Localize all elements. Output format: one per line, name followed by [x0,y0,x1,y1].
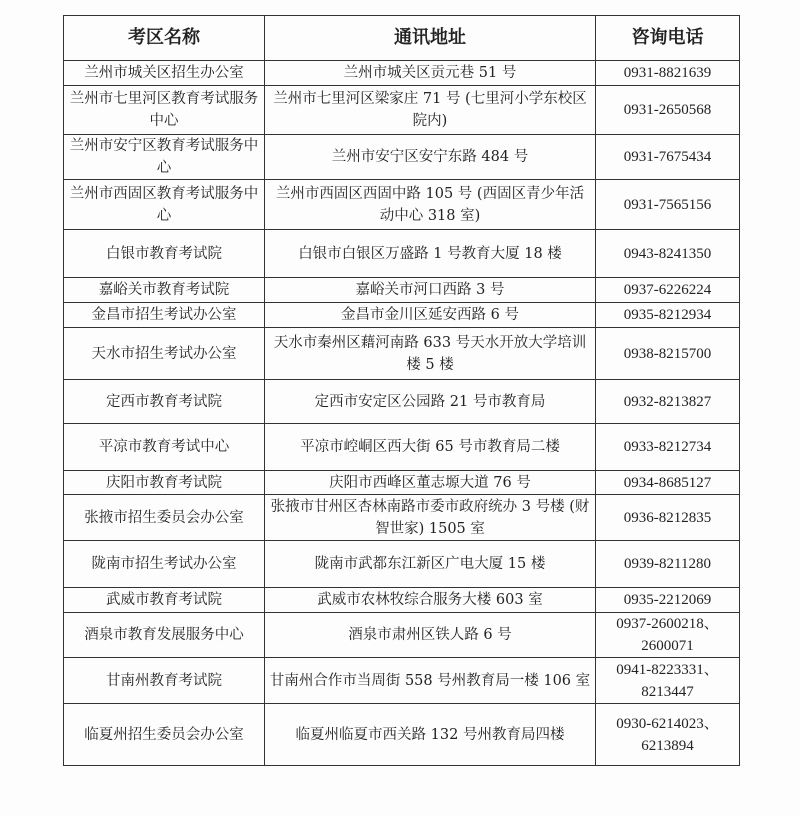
table-row [64,613,740,658]
phone-cell: 0937-2600218、2600071 [596,613,740,658]
phone-cell: 0934-8685127 [596,471,740,495]
table-row [64,658,740,704]
district-name-cell: 白银市教育考试院 [64,230,265,278]
address-cell: 酒泉市肃州区铁人路 6 号 [265,613,596,658]
address-cell: 嘉峪关市河口西路 3 号 [265,278,596,303]
district-name-cell: 兰州市城关区招生办公室 [64,61,265,86]
table-row [64,495,740,541]
table-row [64,380,740,424]
district-name-cell: 兰州市七里河区教育考试服务中心 [64,86,265,135]
address-cell: 武威市农林牧综合服务大楼 603 室 [265,588,596,613]
header-address: 通讯地址 [265,16,596,61]
address-cell: 天水市秦州区藉河南路 633 号天水开放大学培训楼 5 楼 [265,328,596,380]
table-row [64,541,740,588]
table-row [64,471,740,495]
table-row [64,230,740,278]
district-name-cell: 兰州市西固区教育考试服务中心 [64,180,265,230]
district-name-cell: 临夏州招生委员会办公室 [64,704,265,766]
district-name-cell: 平凉市教育考试中心 [64,424,265,471]
district-name-cell: 庆阳市教育考试院 [64,471,265,495]
table-body [64,61,740,766]
phone-cell: 0932-8213827 [596,380,740,424]
district-name-cell: 天水市招生考试办公室 [64,328,265,380]
header-district-name: 考区名称 [64,16,265,61]
phone-cell: 0937-6226224 [596,278,740,303]
exam-office-contact-table [63,15,740,766]
district-name-cell: 兰州市安宁区教育考试服务中心 [64,135,265,180]
phone-cell: 0938-8215700 [596,328,740,380]
district-name-cell: 定西市教育考试院 [64,380,265,424]
address-cell: 陇南市武都东江新区广电大厦 15 楼 [265,541,596,588]
phone-cell: 0941-8223331、8213447 [596,658,740,704]
district-name-cell: 张掖市招生委员会办公室 [64,495,265,541]
address-cell: 临夏州临夏市西关路 132 号州教育局四楼 [265,704,596,766]
address-cell: 兰州市西固区西固中路 105 号 (西固区青少年活动中心 318 室) [265,180,596,230]
phone-cell: 0930-6214023、6213894 [596,704,740,766]
phone-cell: 0931-8821639 [596,61,740,86]
table-row [64,135,740,180]
table-row [64,424,740,471]
table-row [64,303,740,328]
district-name-cell: 甘南州教育考试院 [64,658,265,704]
table-row [64,86,740,135]
phone-cell: 0931-7565156 [596,180,740,230]
district-name-cell: 酒泉市教育发展服务中心 [64,613,265,658]
phone-cell: 0931-7675434 [596,135,740,180]
phone-cell: 0933-8212734 [596,424,740,471]
table-row [64,61,740,86]
table-header-row [64,16,740,61]
address-cell: 定西市安定区公园路 21 号市教育局 [265,380,596,424]
phone-cell: 0943-8241350 [596,230,740,278]
address-cell: 甘南州合作市当周街 558 号州教育局一楼 106 室 [265,658,596,704]
address-cell: 张掖市甘州区杏林南路市委市政府统办 3 号楼 (财智世家) 1505 室 [265,495,596,541]
address-cell: 金昌市金川区延安西路 6 号 [265,303,596,328]
phone-cell: 0935-8212934 [596,303,740,328]
phone-cell: 0931-2650568 [596,86,740,135]
phone-cell: 0939-8211280 [596,541,740,588]
table-row [64,328,740,380]
address-cell: 兰州市城关区贡元巷 51 号 [265,61,596,86]
address-cell: 兰州市七里河区梁家庄 71 号 (七里河小学东校区院内) [265,86,596,135]
district-name-cell: 陇南市招生考试办公室 [64,541,265,588]
district-name-cell: 金昌市招生考试办公室 [64,303,265,328]
table-row [64,278,740,303]
table-row [64,180,740,230]
address-cell: 庆阳市西峰区董志塬大道 76 号 [265,471,596,495]
address-cell: 白银市白银区万盛路 1 号教育大厦 18 楼 [265,230,596,278]
district-name-cell: 嘉峪关市教育考试院 [64,278,265,303]
address-cell: 兰州市安宁区安宁东路 484 号 [265,135,596,180]
address-cell: 平凉市崆峒区西大街 65 号市教育局二楼 [265,424,596,471]
phone-cell: 0936-8212835 [596,495,740,541]
table-row [64,704,740,766]
district-name-cell: 武威市教育考试院 [64,588,265,613]
table-row [64,588,740,613]
header-phone: 咨询电话 [596,16,740,61]
phone-cell: 0935-2212069 [596,588,740,613]
